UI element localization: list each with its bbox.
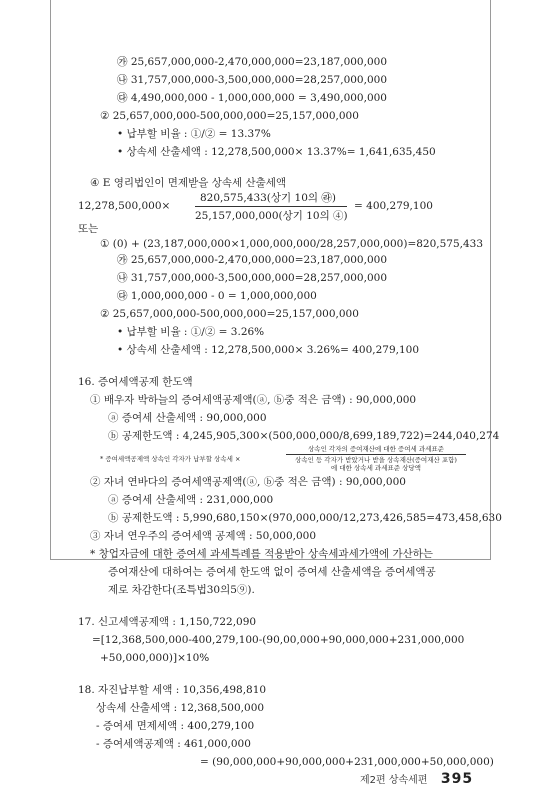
spouse-gift-tax: ⓐ 증여세 산출세액 : 90,000,000 <box>108 412 267 424</box>
line-na-1: ㉯ 31,757,000,000-3,500,000,000=28,257,000,000 <box>117 74 387 86</box>
child2-credit: ③ 자녀 연우주의 증여세액 공제액 : 50,000,000 <box>90 530 317 542</box>
spouse-credit: ① 배우자 박하늘의 증여세액공제액(ⓐ, ⓑ중 적은 금액) : 90,000,000 <box>90 394 417 406</box>
item-16-heading: 16. 증여세액공제 한도액 <box>78 376 193 388</box>
item-18-calculated-tax: 상속세 산출세액 : 12,368,500,000 <box>96 702 265 714</box>
page-number: 395 <box>440 771 474 787</box>
fraction-result: = 400,279,100 <box>354 200 433 212</box>
fraction-denominator: 25,157,000,000(상기 10의 ④) <box>195 210 348 222</box>
item-18-gift-credit: - 증여세액공제액 : 461,000,000 <box>96 738 251 750</box>
line-denominator-2: ② 25,657,000,000-500,000,000=25,157,000,000 <box>100 308 359 320</box>
note-line-2: 증여재산에 대하여는 증여세 한도액 없이 증여세 산출세액을 증여세액공 <box>108 566 436 578</box>
child1-limit: ⓑ 공제한도액 : 5,990,680,150×(970,000,000/12,273,426,585=473,458,630 <box>108 512 502 524</box>
section-4-heading: ④ E 영리법인이 면제받을 상속세 산출세액 <box>90 177 287 189</box>
line-or: 또는 <box>78 223 99 235</box>
line-payment-ratio-1: • 납부할 비율 : ①/② = 13.37% <box>117 128 271 140</box>
fraction-multiplicand: 12,278,500,000× <box>78 200 171 212</box>
item-18-gift-credit-breakdown: = (90,000,000+90,000,000+231,000,000+50,000,000) <box>200 756 494 768</box>
line-denominator-1: ② 25,657,000,000-500,000,000=25,157,000,000 <box>100 110 359 122</box>
item-18-exempt-tax: - 증여세 면제세액 : 400,279,100 <box>96 720 255 732</box>
footnote-formula-denominator-2: 에 대한 상속세 과세표준 상당액 <box>331 464 421 472</box>
note-line-1: * 창업자금에 대한 증여세 과세특례를 적용받아 상속세과세가액에 가산하는 <box>90 548 434 560</box>
item-18-heading: 18. 자진납부할 세액 : 10,356,498,810 <box>78 684 267 696</box>
line-ga-1: ㉮ 25,657,000,000-2,470,000,000=23,187,000,000 <box>117 56 387 68</box>
line-payment-ratio-2: • 납부할 비율 : ①/② = 3.26% <box>117 326 265 338</box>
line-calculated-tax-1: • 상속세 산출세액 : 12,278,500,000× 13.37%= 1,641,635,450 <box>117 146 436 158</box>
line-na-2: ㉯ 31,757,000,000-3,500,000,000=28,257,000,000 <box>117 272 387 284</box>
footnote-formula-numerator: 상속인 각자의 증여재산에 대한 증여세 과세표준 <box>308 445 444 453</box>
right-margin-rule <box>490 0 491 560</box>
footnote-formula-denominator-1: 상속인 등 각자가 받았거나 받을 상속재산(증여재산 포함) <box>295 456 457 464</box>
child1-gift-tax: ⓐ 증여세 산출세액 : 231,000,000 <box>108 494 274 506</box>
page-footer <box>360 771 473 787</box>
note-line-3: 제로 차감한다(조특법30의5⑨). <box>108 584 255 596</box>
line-da-1: ㉰ 4,490,000,000 - 1,000,000,000 = 3,490,000,000 <box>117 92 387 104</box>
line-numerator-calc: ① (0) + (23,187,000,000×1,000,000,000/28,257,000,000)=820,575,433 <box>100 238 484 250</box>
fraction-bar <box>195 206 347 207</box>
line-ga-2: ㉮ 25,657,000,000-2,470,000,000=23,187,000,000 <box>117 254 387 266</box>
line-da-2: ㉰ 1,000,000,000 - 0 = 1,000,000,000 <box>117 290 317 302</box>
item-17-formula-2: +50,000,000)]×10% <box>100 652 210 664</box>
footer-section-title: 제2편 상속세편 <box>360 775 428 786</box>
line-calculated-tax-2: • 상속세 산출세액 : 12,278,500,000× 3.26%= 400,279,100 <box>117 344 420 356</box>
left-margin-rule <box>50 0 51 560</box>
footnote-formula-label: * 증여세액공제액 상속인 각자가 납부할 상속세 × <box>100 455 241 463</box>
footnote-formula-bar <box>286 454 466 455</box>
spouse-limit: ⓑ 공제한도액 : 4,245,905,300×(500,000,000/8,699,189,722)=244,040,274 <box>108 430 500 442</box>
item-17-heading: 17. 신고세액공제액 : 1,150,722,090 <box>78 616 257 628</box>
item-17-formula-1: =[12,368,500,000-400,279,100-(90,00,000+90,000,000+231,000,000 <box>92 634 465 646</box>
child1-credit: ② 자녀 연바다의 증여세액공제액(ⓐ, ⓑ중 적은 금액) : 90,000,000 <box>90 476 406 488</box>
fraction-numerator: 820,575,433(상기 10의 ㉱) <box>200 192 336 204</box>
